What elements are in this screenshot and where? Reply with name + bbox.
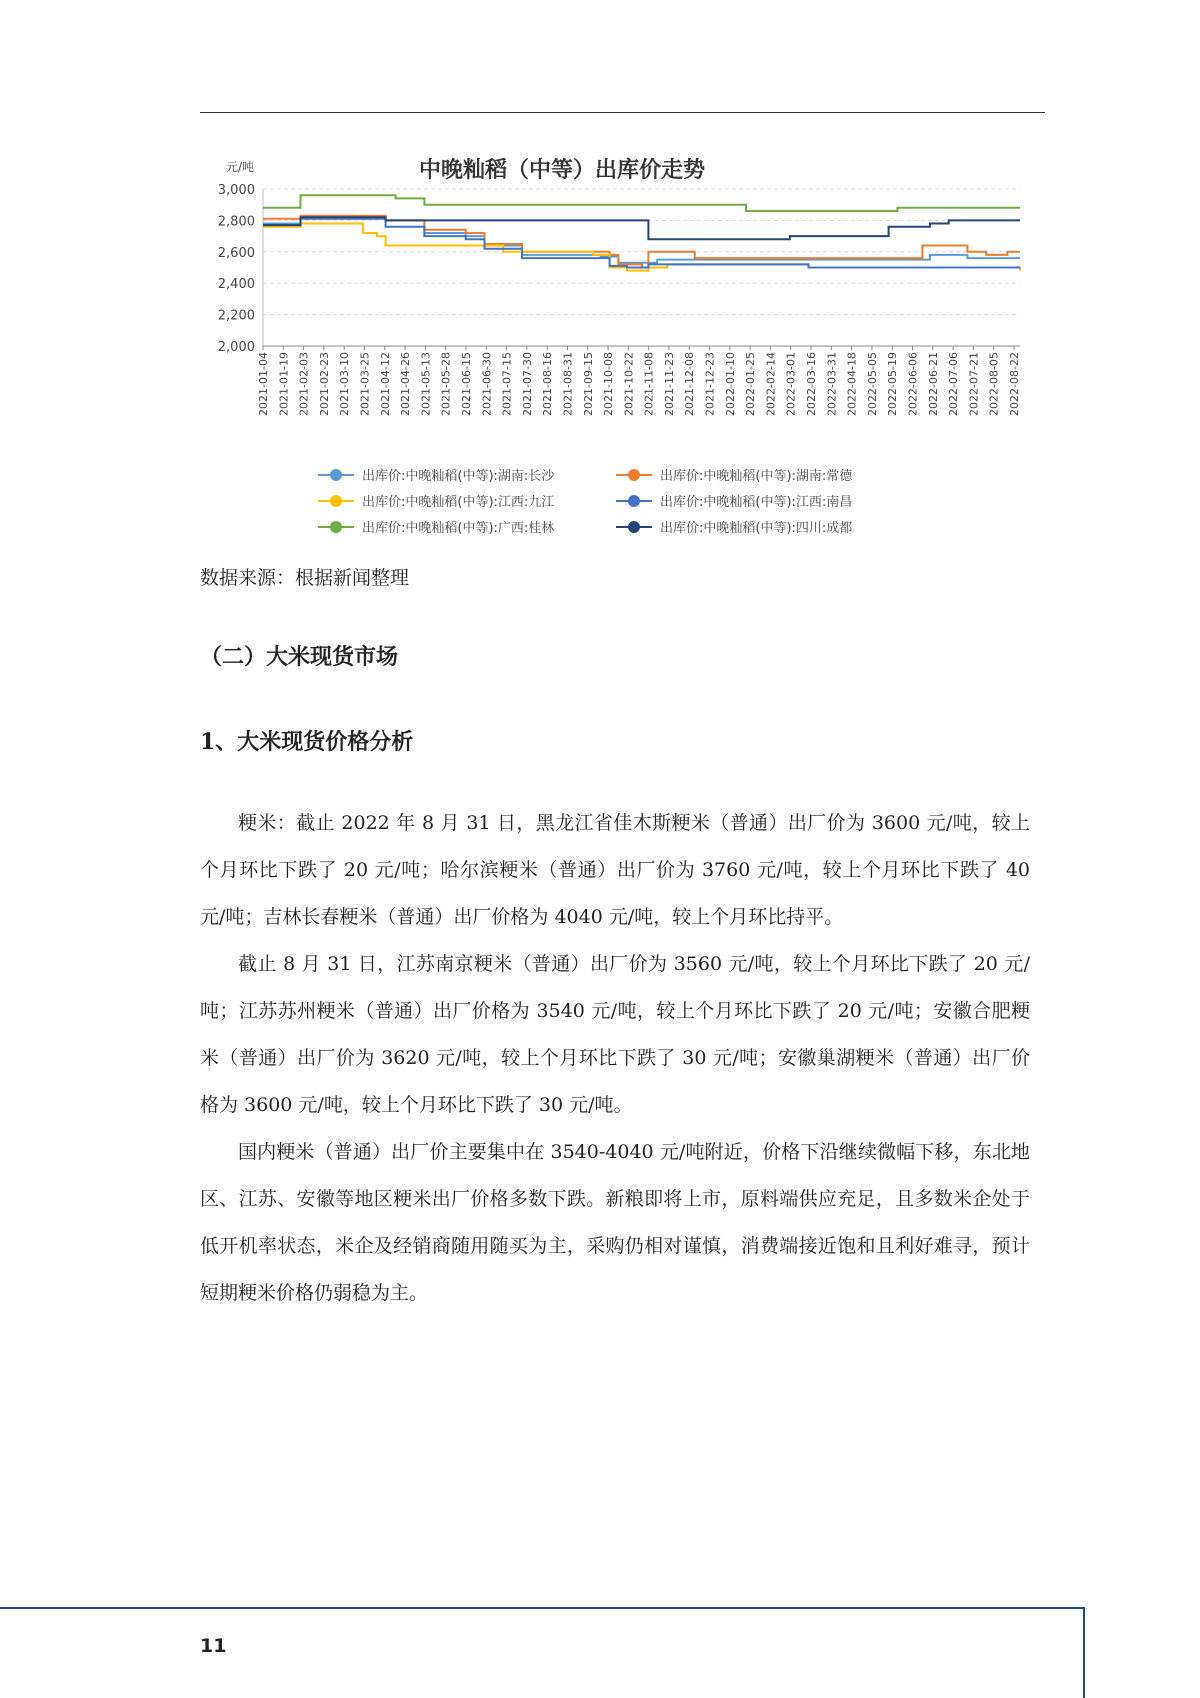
x-tick-label: 2021-01-19	[277, 352, 291, 416]
y-tick-label: 2,600	[217, 245, 255, 261]
legend-label: 出库价:中晚籼稻(中等):广西:桂林	[362, 521, 555, 536]
footer-rule-vertical	[1083, 1607, 1085, 1698]
x-tick-label: 2022-01-10	[723, 352, 737, 416]
x-tick-label: 2021-07-30	[520, 352, 534, 416]
body-text	[200, 800, 1030, 1317]
x-tick-label: 2021-06-30	[480, 352, 494, 416]
x-tick-label: 2022-04-18	[845, 352, 859, 416]
x-tick-label: 2021-08-31	[561, 352, 575, 416]
x-tick-label: 2022-07-06	[947, 352, 961, 416]
x-tick-label: 2022-06-06	[906, 352, 920, 416]
x-tick-label: 2021-10-22	[622, 352, 636, 416]
header-rule	[200, 112, 1045, 113]
legend-swatch-marker	[330, 495, 342, 507]
legend-label: 出库价:中晚籼稻(中等):四川:成都	[660, 521, 853, 536]
page-number: 11	[200, 1635, 227, 1657]
y-axis-unit: 元/吨	[226, 160, 255, 174]
chart-caption: 数据来源：根据新闻整理	[200, 567, 410, 589]
series-line	[263, 195, 1020, 211]
x-tick-label: 2021-05-13	[419, 352, 433, 416]
x-tick-label: 2021-05-28	[439, 352, 453, 416]
y-tick-label: 2,400	[217, 277, 255, 293]
x-tick-label: 2021-12-23	[703, 352, 717, 416]
x-tick-label: 2022-08-22	[1008, 352, 1021, 416]
legend-swatch-marker	[628, 521, 640, 533]
section-title: （二）大米现货市场	[200, 644, 399, 670]
x-tick-label: 2021-07-15	[500, 352, 514, 416]
x-tick-label: 2021-03-25	[358, 352, 372, 416]
legend-label: 出库价:中晚籼稻(中等):湖南:常德	[660, 469, 853, 484]
y-tick-label: 2,800	[217, 214, 255, 230]
x-tick-label: 2021-02-23	[317, 352, 331, 416]
x-tick-label: 2021-06-15	[459, 352, 473, 416]
x-tick-label: 2021-11-08	[642, 352, 656, 416]
x-tick-label: 2022-08-05	[987, 352, 1001, 416]
y-tick-label: 3,000	[217, 183, 255, 198]
x-tick-label: 2022-03-01	[784, 352, 798, 416]
paragraph: 粳米：截止 2022 年 8 月 31 日，黑龙江省佳木斯粳米（普通）出厂价为 3600 元/吨，较上个月环比下跌了 20 元/吨；哈尔滨粳米（普通）出厂价为 3760 元/吨，较上个月环比下跌了 40 元/吨；吉林长春粳米（普通）出厂价格为 4040 元/吨，较上个月环比持平。	[200, 812, 1030, 928]
x-tick-label: 2022-05-05	[865, 352, 879, 416]
series-line	[263, 217, 1020, 262]
price-trend-chart	[200, 155, 1040, 540]
x-tick-label: 2022-01-25	[744, 352, 758, 416]
y-tick-label: 2,200	[217, 308, 255, 324]
x-tick-label: 2022-06-21	[926, 352, 940, 416]
legend-label: 出库价:中晚籼稻(中等):湖南:长沙	[362, 469, 555, 484]
y-tick-label: 2,000	[217, 340, 255, 355]
legend-label: 出库价:中晚籼稻(中等):江西:南昌	[660, 495, 853, 510]
x-tick-label: 2022-07-21	[967, 352, 981, 416]
paragraph: 国内粳米（普通）出厂价主要集中在 3540-4040 元/吨附近，价格下沿继续微幅下移，东北地区、江苏、安徽等地区粳米出厂价格多数下跌。新粮即将上市，原料端供应充足，且多数米企处于低开机率状态，米企及经销商随用随买为主，采购仍相对谨慎，消费端接近饱和且利好难寻，预计短期粳米价格仍弱稳为主。	[200, 1141, 1030, 1304]
x-tick-label: 2021-03-10	[338, 352, 352, 416]
legend-swatch-marker	[330, 521, 342, 533]
x-tick-label: 2021-10-08	[602, 352, 616, 416]
chart-svg	[200, 155, 1040, 540]
legend-label: 出库价:中晚籼稻(中等):江西:九江	[362, 495, 555, 510]
legend-swatch-marker	[330, 469, 342, 481]
x-tick-label: 2022-02-14	[764, 352, 778, 416]
x-tick-label: 2021-04-26	[399, 352, 413, 416]
legend-swatch-marker	[628, 469, 640, 481]
subsection-title: 1、大米现货价格分析	[200, 729, 414, 755]
x-tick-label: 2021-11-23	[662, 351, 676, 416]
x-tick-label: 2022-03-31	[825, 352, 839, 416]
x-tick-label: 2021-08-16	[541, 352, 555, 416]
legend-swatch-marker	[628, 495, 640, 507]
x-tick-label: 2021-04-12	[378, 352, 392, 416]
x-tick-label: 2021-02-03	[297, 352, 311, 416]
chart-title: 中晚籼稻（中等）出库价走势	[418, 158, 706, 183]
x-tick-label: 2022-03-16	[805, 352, 819, 416]
x-tick-label: 2022-05-19	[886, 352, 900, 416]
paragraph: 截止 8 月 31 日，江苏南京粳米（普通）出厂价为 3560 元/吨，较上个月环比下跌了 20 元/吨；江苏苏州粳米（普通）出厂价格为 3540 元/吨，较上个月环比下跌了 20 元/吨；安徽合肥粳米（普通）出厂价为 3620 元/吨，较上个月环比下跌了 30 元/吨；安徽巢湖粳米（普通）出厂价格为 3600 元/吨，较上个月环比下跌了 30 元/吨。	[200, 953, 1030, 1116]
x-tick-label: 2021-09-15	[581, 352, 595, 416]
footer-rule	[0, 1607, 1085, 1609]
x-tick-label: 2021-01-04	[257, 352, 270, 416]
x-tick-label: 2021-12-08	[683, 352, 697, 416]
